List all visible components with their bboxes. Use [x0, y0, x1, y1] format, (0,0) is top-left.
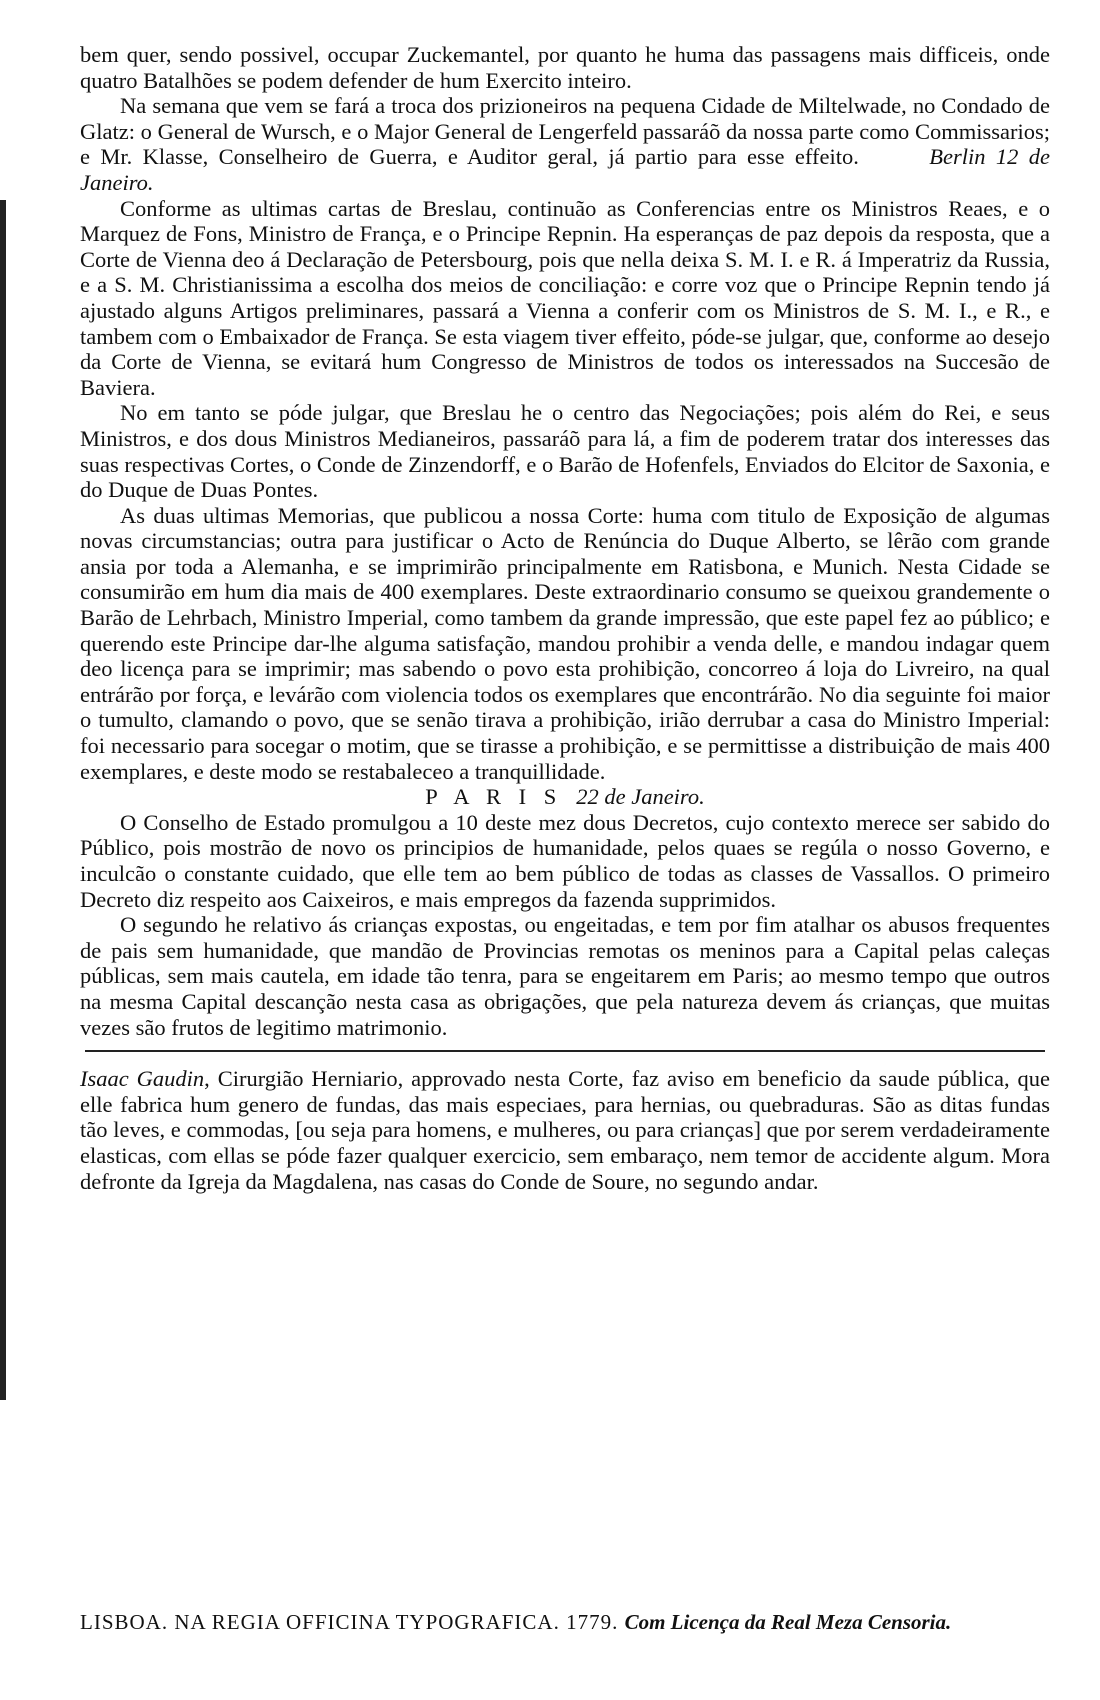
paragraph-breslau-negotiations: No em tanto se póde julgar, que Breslau he o centro das Negociações; pois além do Rei, e seus Ministros, e dos dous Ministros Medianeiros, passaráõ para lá, a fim de poderem tratar dos interesses das suas respectivas Cortes, o Conde de Zinzendorff, e o Barão de Hofenfels, Enviados do Elcitor de Saxonia, e do Duque de Duas Pontes.	[80, 400, 1050, 503]
dateline-berlin: Berlin 12 de Janeiro.	[80, 144, 1050, 195]
paris-city: P A R I S	[425, 784, 563, 810]
paragraph-memorias: As duas ultimas Memorias, que publicou a nossa Corte: huma com titulo de Exposição de algumas novas circumstancias; outra para justificar o Acto de Renúncia do Duque Alberto, se lêrão com grande ansia por toda a Alemanha, e se imprimirão principalmente em Ratisbona, e Munich. Nesta Cidade se consumirão em hum dia mais de 400 exemplares. Deste extraordinario consumo se queixou grandemente o Barão de Lehrbach, Ministro Imperial, como tambem da grande impressão, que este papel fez ao público; e querendo este Principe dar-lhe alguma satisfação, mandou prohibir a venda delle, e mandou indagar quem deo licença para se imprimir; mas sabendo o povo esta prohibição, concorreo á loja do Livreiro, na qual entrárão por força, e levárão com violencia todos os exemplares que encontrárão. No dia seguinte foi maior o tumulto, clamando o povo, que se senão tirava a prohibição, irião derrubar a casa do Ministro Imperial: foi necessario para socegar o motim, que se tirasse a prohibição, e se permittisse a distribuição de mais 400 exemplares, e deste modo se restabaleceo a tranquillidade.	[80, 502, 1050, 784]
document-page	[80, 42, 1050, 1194]
imprint-footer	[80, 1610, 1050, 1635]
paragraph-zuckemantel: bem quer, sendo possivel, occupar Zuckemantel, por quanto he huma das passagens mais difficeis, onde quatro Batalhões se podem defender de hum Exercito inteiro.	[80, 42, 1050, 93]
paragraph-breslau-conferences: Conforme as ultimas cartas de Breslau, continuão as Conferencias entre os Ministros Reaes, e o Marquez de Fons, Ministro de França, e o Principe Repnin. Ha esperanças de paz depois da resposta, que a Corte de Vienna deo á Declaração de Petersbourg, pois que nella deixa S. M. I. e R. á Imperatriz da Russia, e a S. M. Christianissima a escolha dos meios de conciliação: e corre voz que o Principe Repnin tendo já ajustado alguns Artigos preliminares, passará a Vienna a conferir com os Ministros de S. M. I., e R., e tambem com o Embaixador de França. Se esta viagem tiver effeito, póde-se julgar, que, conforme ao desejo da Corte de Vienna, se evitará hum Congresso de Ministros de todos os interessados na Succesão de Baviera.	[80, 195, 1050, 400]
paris-heading	[80, 784, 1050, 810]
notice-name: Isaac Gaudin	[80, 1066, 205, 1092]
paragraph-conselho-estado: O Conselho de Estado promulgou a 10 deste mez dous Decretos, cujo contexto merece ser sabido do Público, pois mostrão de novo os principios de humanidade, pelos quaes se regúla o nosso Governo, e inculcão o constante cuidado, que elle tem ao bem público de todas as classes de Vassallos. O primeiro Decreto diz respeito aos Caixeiros, e mais empregos da fazenda supprimidos.	[80, 809, 1050, 912]
page-edge-shadow	[0, 200, 6, 1400]
paragraph-criancas-expostas: O segundo he relativo ás crianças expostas, ou engeitadas, e tem por fim atalhar os abusos frequentes de pais sem humanidade, que mandão de Provincias remotas os meninos para a Capital pelas caleças públicas, sem mais cautela, em idade tão tenra, para se engeitarem em Paris; ao mesmo tempo que outros na mesma Capital descanção nesta casa as obrigações, que pela natureza devem ás crianças, que muitas vezes são frutos de legitimo matrimonio.	[80, 912, 1050, 1040]
footer-imprint: LISBOA. NA REGIA OFFICINA TYPOGRAFICA. 1779.	[80, 1610, 619, 1634]
footer-license: Com Licença da Real Meza Censoria.	[624, 1610, 952, 1634]
notice-text: , Cirurgião Herniario, approvado nesta Corte, faz aviso em beneficio da saude pública, que elle fabrica hum genero de fundas, das mais especiaes, para hernias, ou quebraduras. São as ditas fundas tão leves, e commodas, [ou seja para homens, e mulheres, ou para crianças] que por serem verdadeiramente elasticas, com ellas se póde fazer qualquer exercicio, sem embaraço, nem temor de accidente algum. Mora defronte da Igreja da Magdalena, nas casas do Conde de Soure, no segundo andar.	[80, 1066, 1050, 1194]
prisoner-exchange-text: Na semana que vem se fará a troca dos prizioneiros na pequena Cidade de Miltelwade, no Condado de Glatz: o General de Wursch, e o Major General de Lengerfeld passaráõ da nossa parte como Commissarios; e Mr. Klasse, Conselheiro de Guerra, e Auditor geral, já partio para esse effeito.	[80, 93, 1050, 170]
paragraph-prisoner-exchange	[80, 93, 1050, 195]
notice-paragraph	[80, 1066, 1050, 1194]
section-divider	[85, 1050, 1045, 1052]
paris-date: 22 de Janeiro.	[576, 784, 705, 810]
advertisement-notice	[80, 1066, 1050, 1194]
